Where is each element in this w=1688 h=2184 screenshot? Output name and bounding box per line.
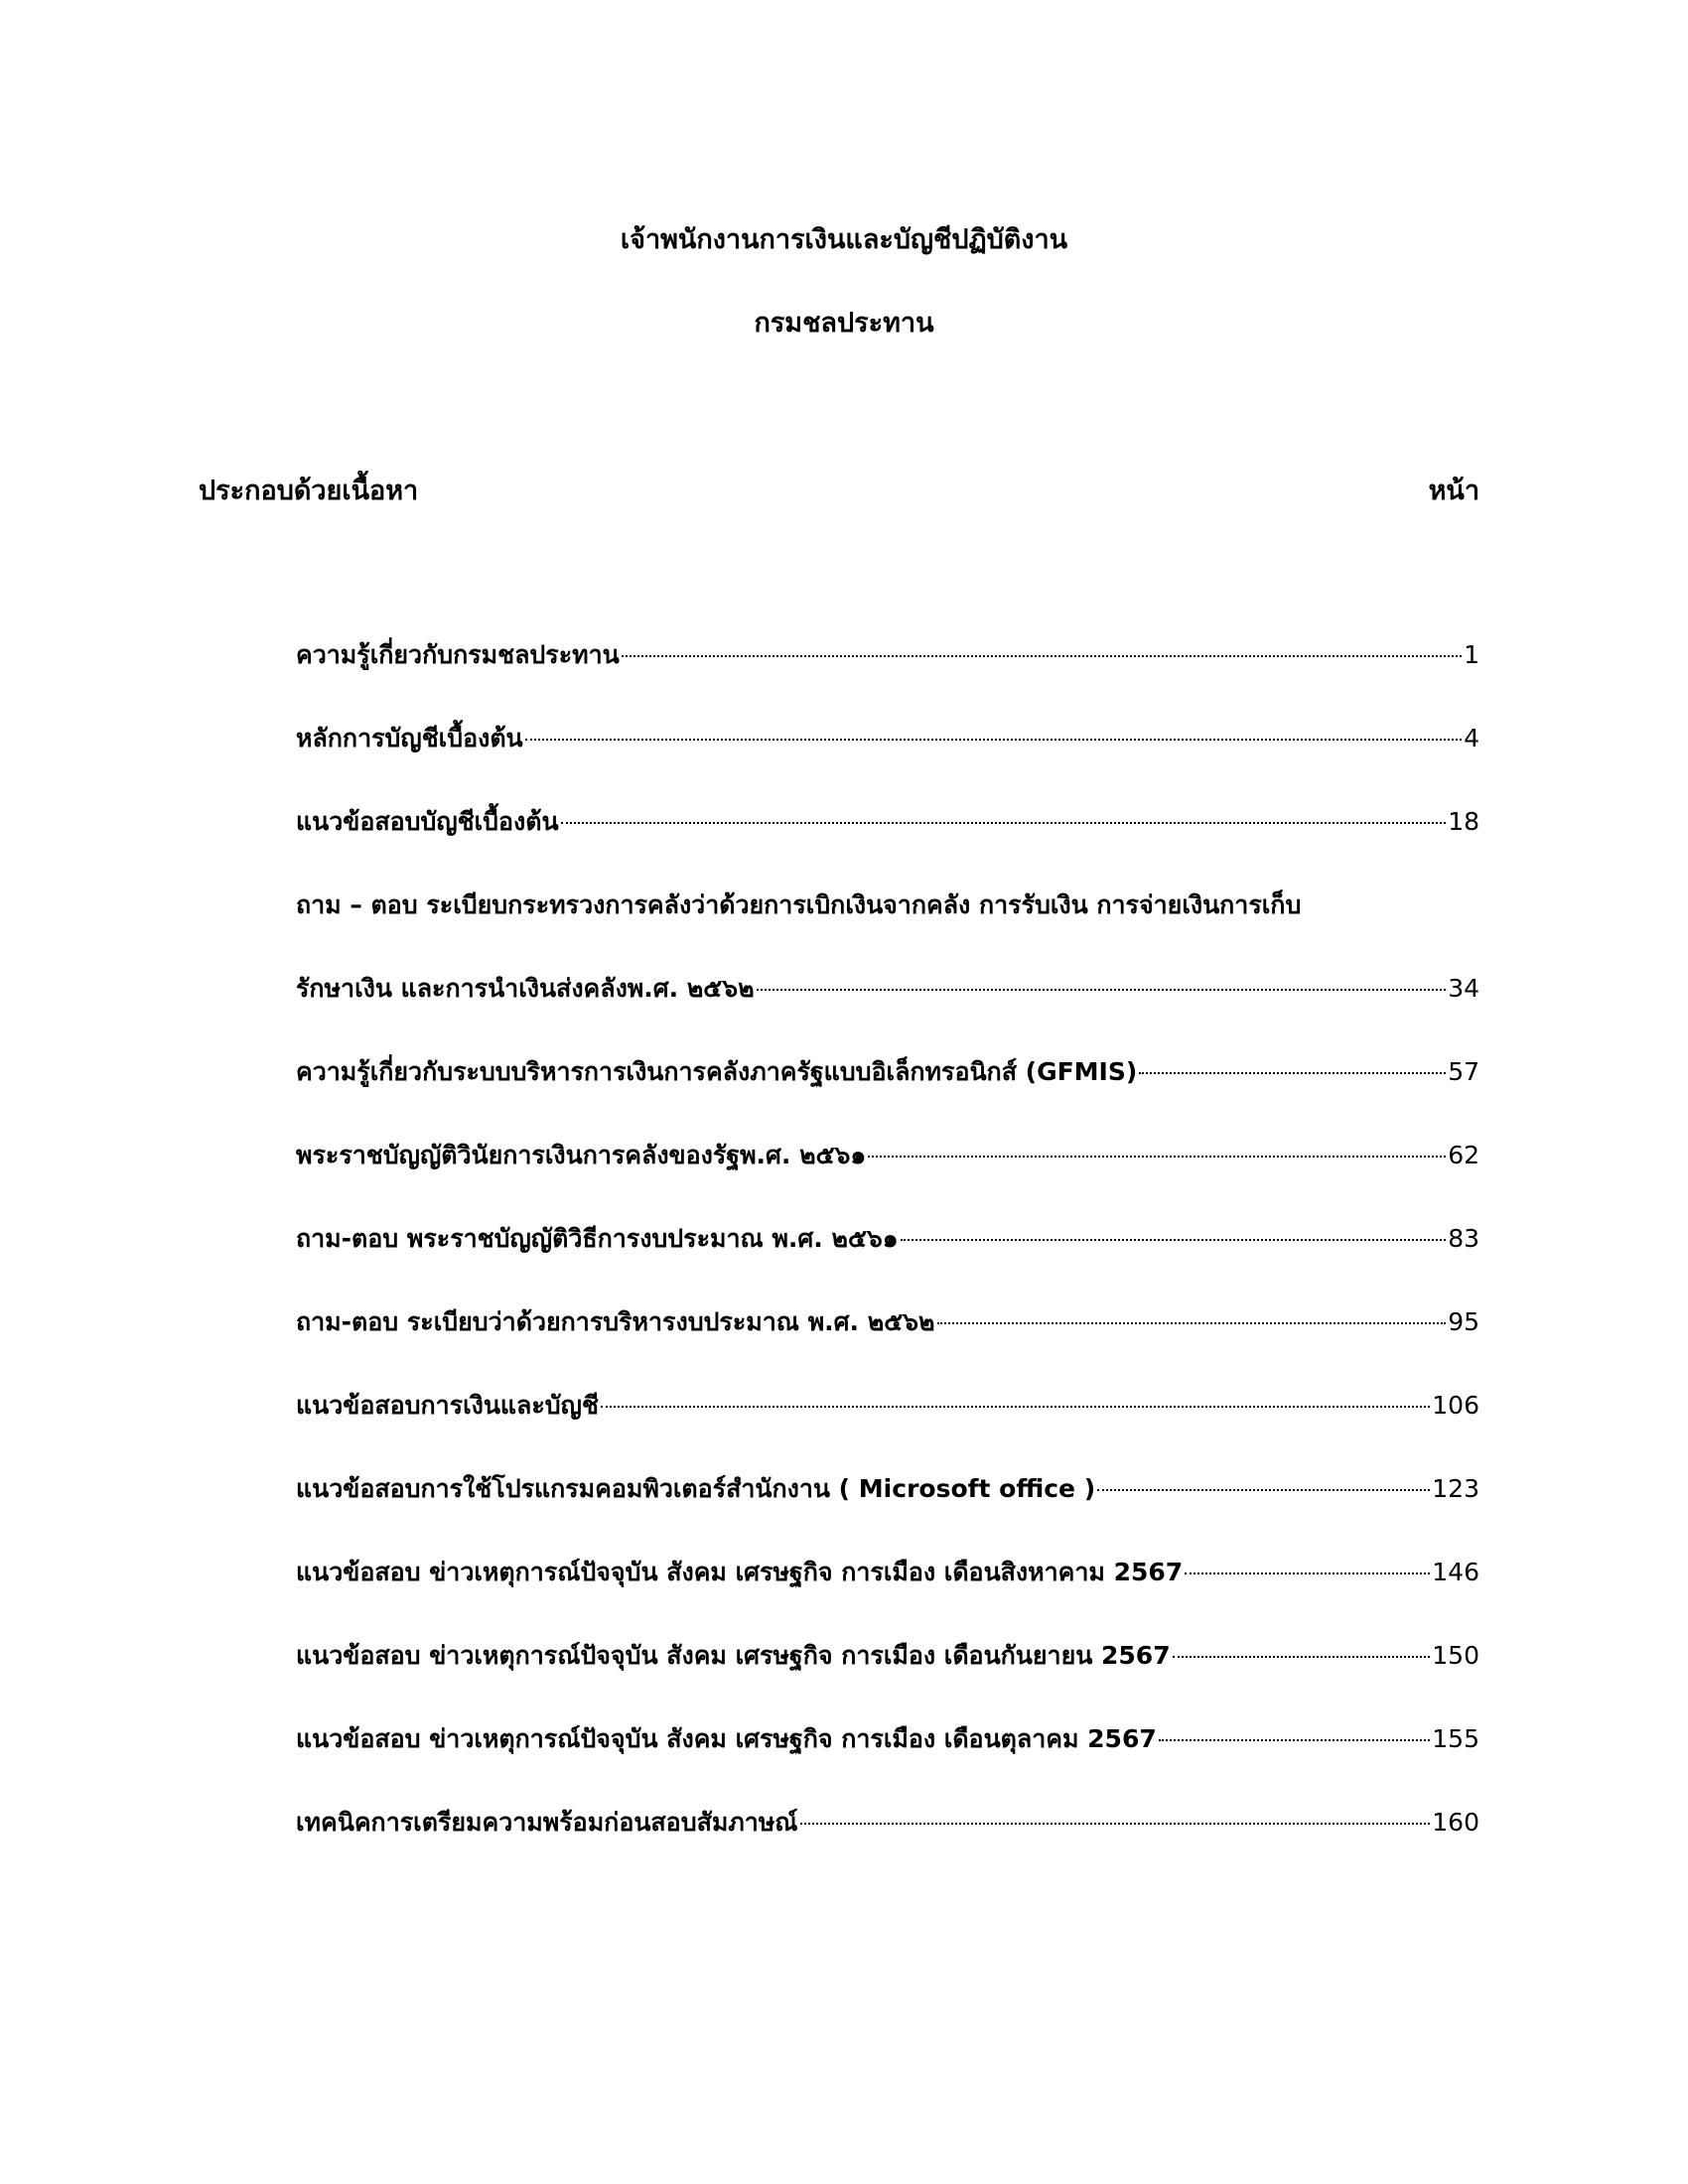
toc-entry	[296, 1302, 1479, 1386]
toc-entry-page: 106	[1432, 1391, 1479, 1420]
toc-entry	[296, 1719, 1479, 1803]
toc-dot-leader	[601, 1406, 1430, 1408]
toc-entry-label: แนวข้อสอบการเงินและบัญชี	[296, 1391, 599, 1420]
toc-entry-page: 123	[1432, 1474, 1479, 1503]
toc-entry-page: 160	[1432, 1808, 1479, 1837]
toc-entry-page: 57	[1448, 1057, 1479, 1086]
toc-entry-page: 95	[1448, 1307, 1479, 1336]
toc-header	[199, 472, 1479, 511]
toc-entry-page: 155	[1432, 1724, 1479, 1753]
toc-entry-label: ถาม-ตอบ พระราชบัญญัติวิธีการงบประมาณ พ.ศ. ๒๕๖๑	[296, 1224, 899, 1253]
toc-entry	[296, 802, 1479, 886]
toc-entry-page: 146	[1432, 1558, 1479, 1586]
toc-dot-leader	[757, 989, 1447, 991]
toc-entry-page: 62	[1448, 1141, 1479, 1169]
toc-entry-label: พระราชบัญญัติวินัยการเงินการคลังของรัฐพ.ศ. ๒๕๖๑	[296, 1141, 867, 1169]
toc-entry-label: ถาม – ตอบ ระเบียบกระทรวงการคลังว่าด้วยการเบิกเงินจากคลัง การรับเงิน การจ่ายเงินการเก็บ	[296, 890, 1302, 919]
toc-entry-page: 150	[1432, 1641, 1479, 1670]
toc-entry-page: 4	[1464, 724, 1479, 752]
toc-dot-leader	[800, 1823, 1431, 1825]
document-title: เจ้าพนักงานการเงินและบัญชีปฏิบัติงาน	[620, 224, 1068, 255]
toc-entry	[296, 1136, 1479, 1219]
toc-dot-leader	[1185, 1572, 1430, 1574]
document-subtitle: กรมชลประทาน	[754, 308, 934, 339]
toc-entry-label: ถาม-ตอบ ระเบียบว่าด้วยการบริหารงบประมาณ พ.ศ. ๒๕๖๒	[296, 1307, 935, 1336]
toc-dot-leader	[622, 655, 1462, 657]
toc-dot-leader	[1173, 1656, 1431, 1658]
toc-dot-leader	[901, 1239, 1447, 1241]
toc-entry	[296, 1219, 1479, 1302]
toc-dot-leader	[937, 1322, 1447, 1324]
toc-entry-label: แนวข้อสอบ ข่าวเหตุการณ์ปัจจุบัน สังคม เศรษฐกิจ การเมือง เดือนสิงหาคาม 2567	[296, 1558, 1184, 1586]
page-heading: หน้า	[1428, 476, 1479, 506]
toc-entry	[296, 635, 1479, 719]
table-of-contents	[296, 635, 1479, 1886]
toc-entry-label: แนวข้อสอบ ข่าวเหตุการณ์ปัจจุบัน สังคม เศรษฐกิจ การเมือง เดือนตุลาคม 2567	[296, 1724, 1157, 1753]
toc-entry-page: 34	[1448, 974, 1479, 1003]
toc-entry	[296, 1469, 1479, 1553]
toc-dot-leader	[868, 1156, 1446, 1158]
toc-entry-label: ความรู้เกี่ยวกับระบบบริหารการเงินการคลังภาครัฐแบบอิเล็กทรอนิกส์ (GFMIS)	[296, 1057, 1138, 1086]
toc-dot-leader	[525, 739, 1462, 741]
toc-entry-label: แนวข้อสอบบัญชีเบื้องต้น	[296, 807, 559, 836]
toc-entry	[296, 1636, 1479, 1719]
contents-heading: ประกอบด้วยเนื้อหา	[199, 476, 419, 506]
toc-entry-page: 18	[1448, 807, 1479, 836]
toc-entry-label: เทคนิคการเตรียมความพร้อมก่อนสอบสัมภาษณ์	[296, 1808, 798, 1837]
toc-dot-leader	[1139, 1072, 1446, 1074]
toc-dot-leader	[1159, 1739, 1431, 1741]
toc-entry-page: 83	[1448, 1224, 1479, 1253]
toc-entry	[296, 1803, 1479, 1886]
toc-entry-label: แนวข้อสอบการใช้โปรแกรมคอมพิวเตอร์สำนักงาน ( Microsoft office )	[296, 1474, 1096, 1503]
toc-entry	[296, 719, 1479, 802]
toc-entry-continued	[296, 886, 1479, 969]
toc-entry	[296, 969, 1479, 1052]
toc-entry	[296, 1052, 1479, 1136]
toc-entry-label: แนวข้อสอบ ข่าวเหตุการณ์ปัจจุบัน สังคม เศรษฐกิจ การเมือง เดือนกันยายน 2567	[296, 1641, 1171, 1670]
toc-entry	[296, 1553, 1479, 1636]
toc-entry-page: 1	[1464, 640, 1479, 669]
toc-dot-leader	[561, 822, 1447, 824]
toc-entry-label: หลักการบัญชีเบื้องต้น	[296, 724, 523, 752]
toc-entry-label: รักษาเงิน และการนำเงินส่งคลังพ.ศ. ๒๕๖๒	[296, 974, 755, 1003]
toc-entry-label: ความรู้เกี่ยวกับกรมชลประทาน	[296, 640, 620, 669]
toc-entry	[296, 1386, 1479, 1469]
toc-dot-leader	[1097, 1489, 1430, 1491]
